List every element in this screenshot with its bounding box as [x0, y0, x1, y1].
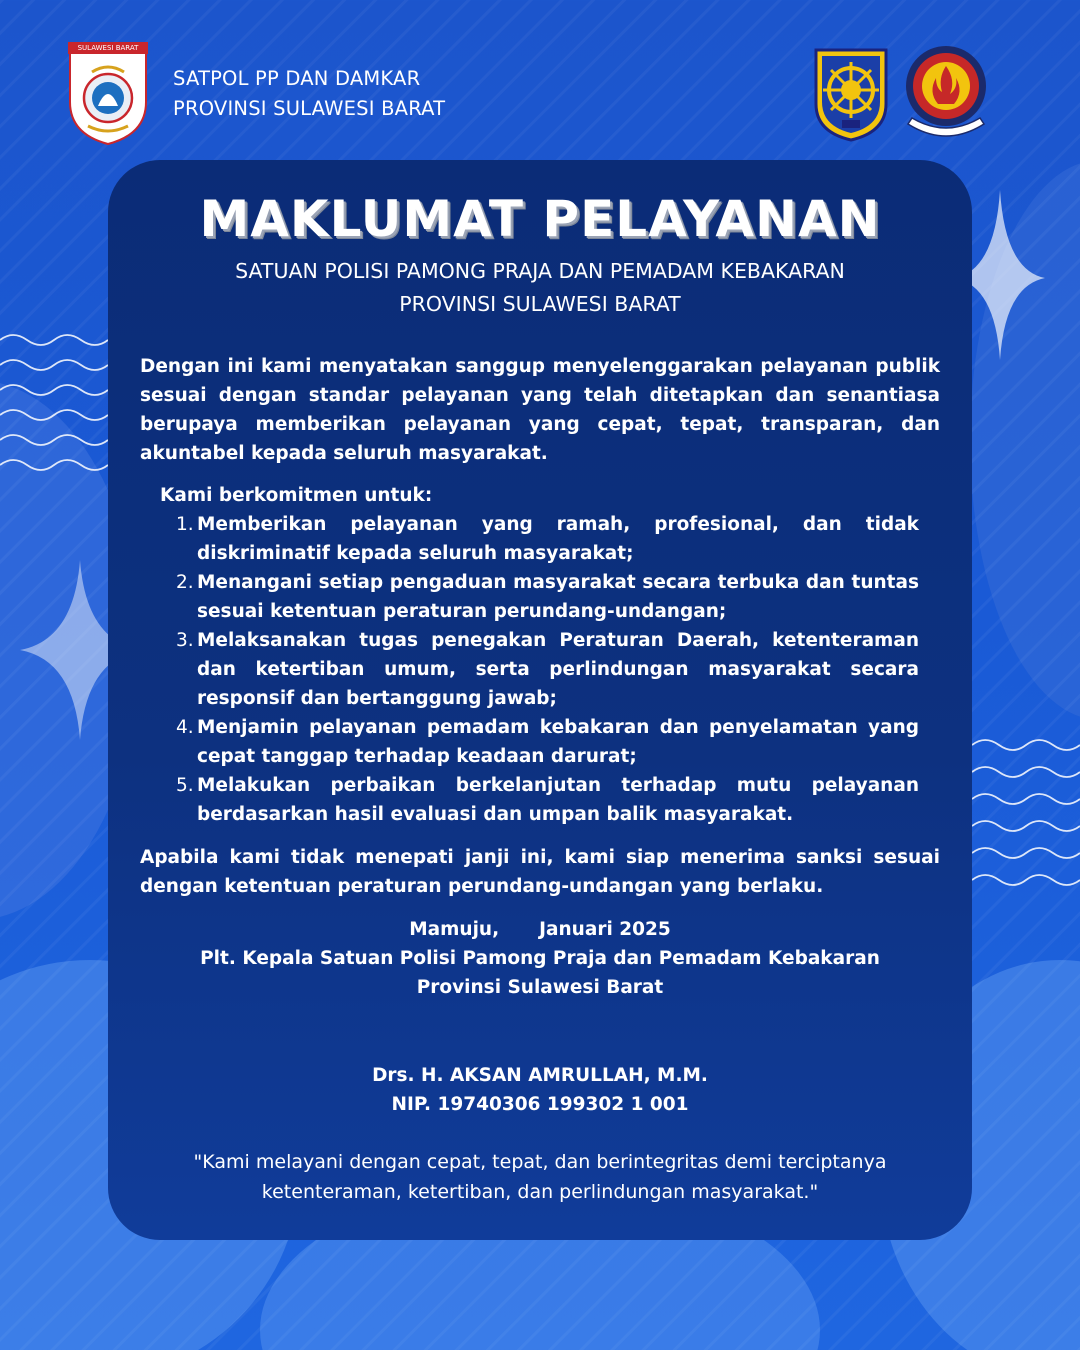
list-text: Melakukan perbaikan berkelanjutan terhadap mutu pelayanan berdasarkan hasil evaluasi dan umpan balik masyarakat. [197, 775, 919, 825]
place: Mamuju, [409, 919, 500, 940]
signer-name: Drs. H. AKSAN AMRULLAH, M.M. [372, 1065, 708, 1086]
logo-banner: SULAWESI BARAT [68, 42, 148, 54]
list-number: 5. [176, 775, 194, 796]
commitment-heading: Kami berkomitmen untuk: [160, 485, 433, 506]
subtitle-line1: SATUAN POLISI PAMONG PRAJA DAN PEMADAM KEBAKARAN [235, 259, 845, 283]
satpol-pp-logo [812, 46, 890, 142]
organization-name [173, 64, 445, 124]
org-name-line2: PROVINSI SULAWESI BARAT [173, 97, 446, 120]
signature-header [108, 915, 972, 1002]
list-item [176, 568, 919, 626]
motto-quote [108, 1147, 972, 1207]
commitment-list [176, 510, 919, 829]
closing-paragraph: Apabila kami tidak menepati janji ini, kami siap menerima sanksi sesuai dengan ketentuan peraturan perundang-undangan yang berlaku. [140, 847, 940, 897]
signer-nip: NIP. 19740306 199302 1 001 [391, 1094, 689, 1115]
subtitle-line2: PROVINSI SULAWESI BARAT [399, 292, 681, 316]
provincial-logo [62, 42, 154, 146]
list-item [176, 510, 919, 568]
list-item [176, 713, 919, 771]
shield-badge-icon [812, 46, 890, 142]
list-number: 1. [176, 514, 194, 535]
damkar-logo [900, 44, 992, 142]
list-number: 2. [176, 572, 194, 593]
signer-title-line2: Provinsi Sulawesi Barat [416, 977, 664, 998]
list-item [176, 626, 919, 713]
signature-block [108, 1061, 972, 1119]
org-name-line1: SATPOL PP DAN DAMKAR [173, 67, 421, 90]
place-date [108, 915, 972, 944]
signer-title-line1: Plt. Kepala Satuan Polisi Pamong Praja dan Pemadam Kebakaran [200, 948, 880, 969]
fire-department-emblem-icon [900, 44, 992, 142]
list-item [176, 771, 919, 829]
motto-line1: "Kami melayani dengan cepat, tepat, dan berintegritas demi terciptanya [193, 1151, 887, 1173]
shield-emblem-icon [62, 42, 154, 146]
list-text: Menangani setiap pengaduan masyarakat secara terbuka dan tuntas sesuai ketentuan peraturan perundang-undangan; [197, 572, 919, 622]
list-number: 4. [176, 717, 194, 738]
date: Januari 2025 [539, 919, 671, 940]
document-subtitle [0, 255, 1080, 321]
header [0, 0, 1080, 150]
list-text: Melaksanakan tugas penegakan Peraturan Daerah, ketenteraman dan ketertiban umum, serta perlindungan masyarakat secara responsif dan bertanggung jawab; [197, 630, 919, 709]
document-title: MAKLUMAT PELAYANAN [199, 190, 881, 248]
list-text: Memberikan pelayanan yang ramah, profesional, dan tidak diskriminatif kepada seluruh masyarakat; [197, 514, 919, 564]
intro-paragraph: Dengan ini kami menyatakan sanggup menyelenggarakan pelayanan publik sesuai dengan standar pelayanan yang telah ditetapkan dan senantiasa berupaya memberikan pelayanan yang cepat, tepat, transparan, dan akuntabel kepada seluruh masyarakat. [140, 356, 940, 464]
list-text: Menjamin pelayanan pemadam kebakaran dan penyelamatan yang cepat tanggap terhadap keadaan darurat; [197, 717, 919, 767]
motto-line2: ketenteraman, ketertiban, dan perlindungan masyarakat." [261, 1181, 819, 1203]
list-number: 3. [176, 630, 194, 651]
